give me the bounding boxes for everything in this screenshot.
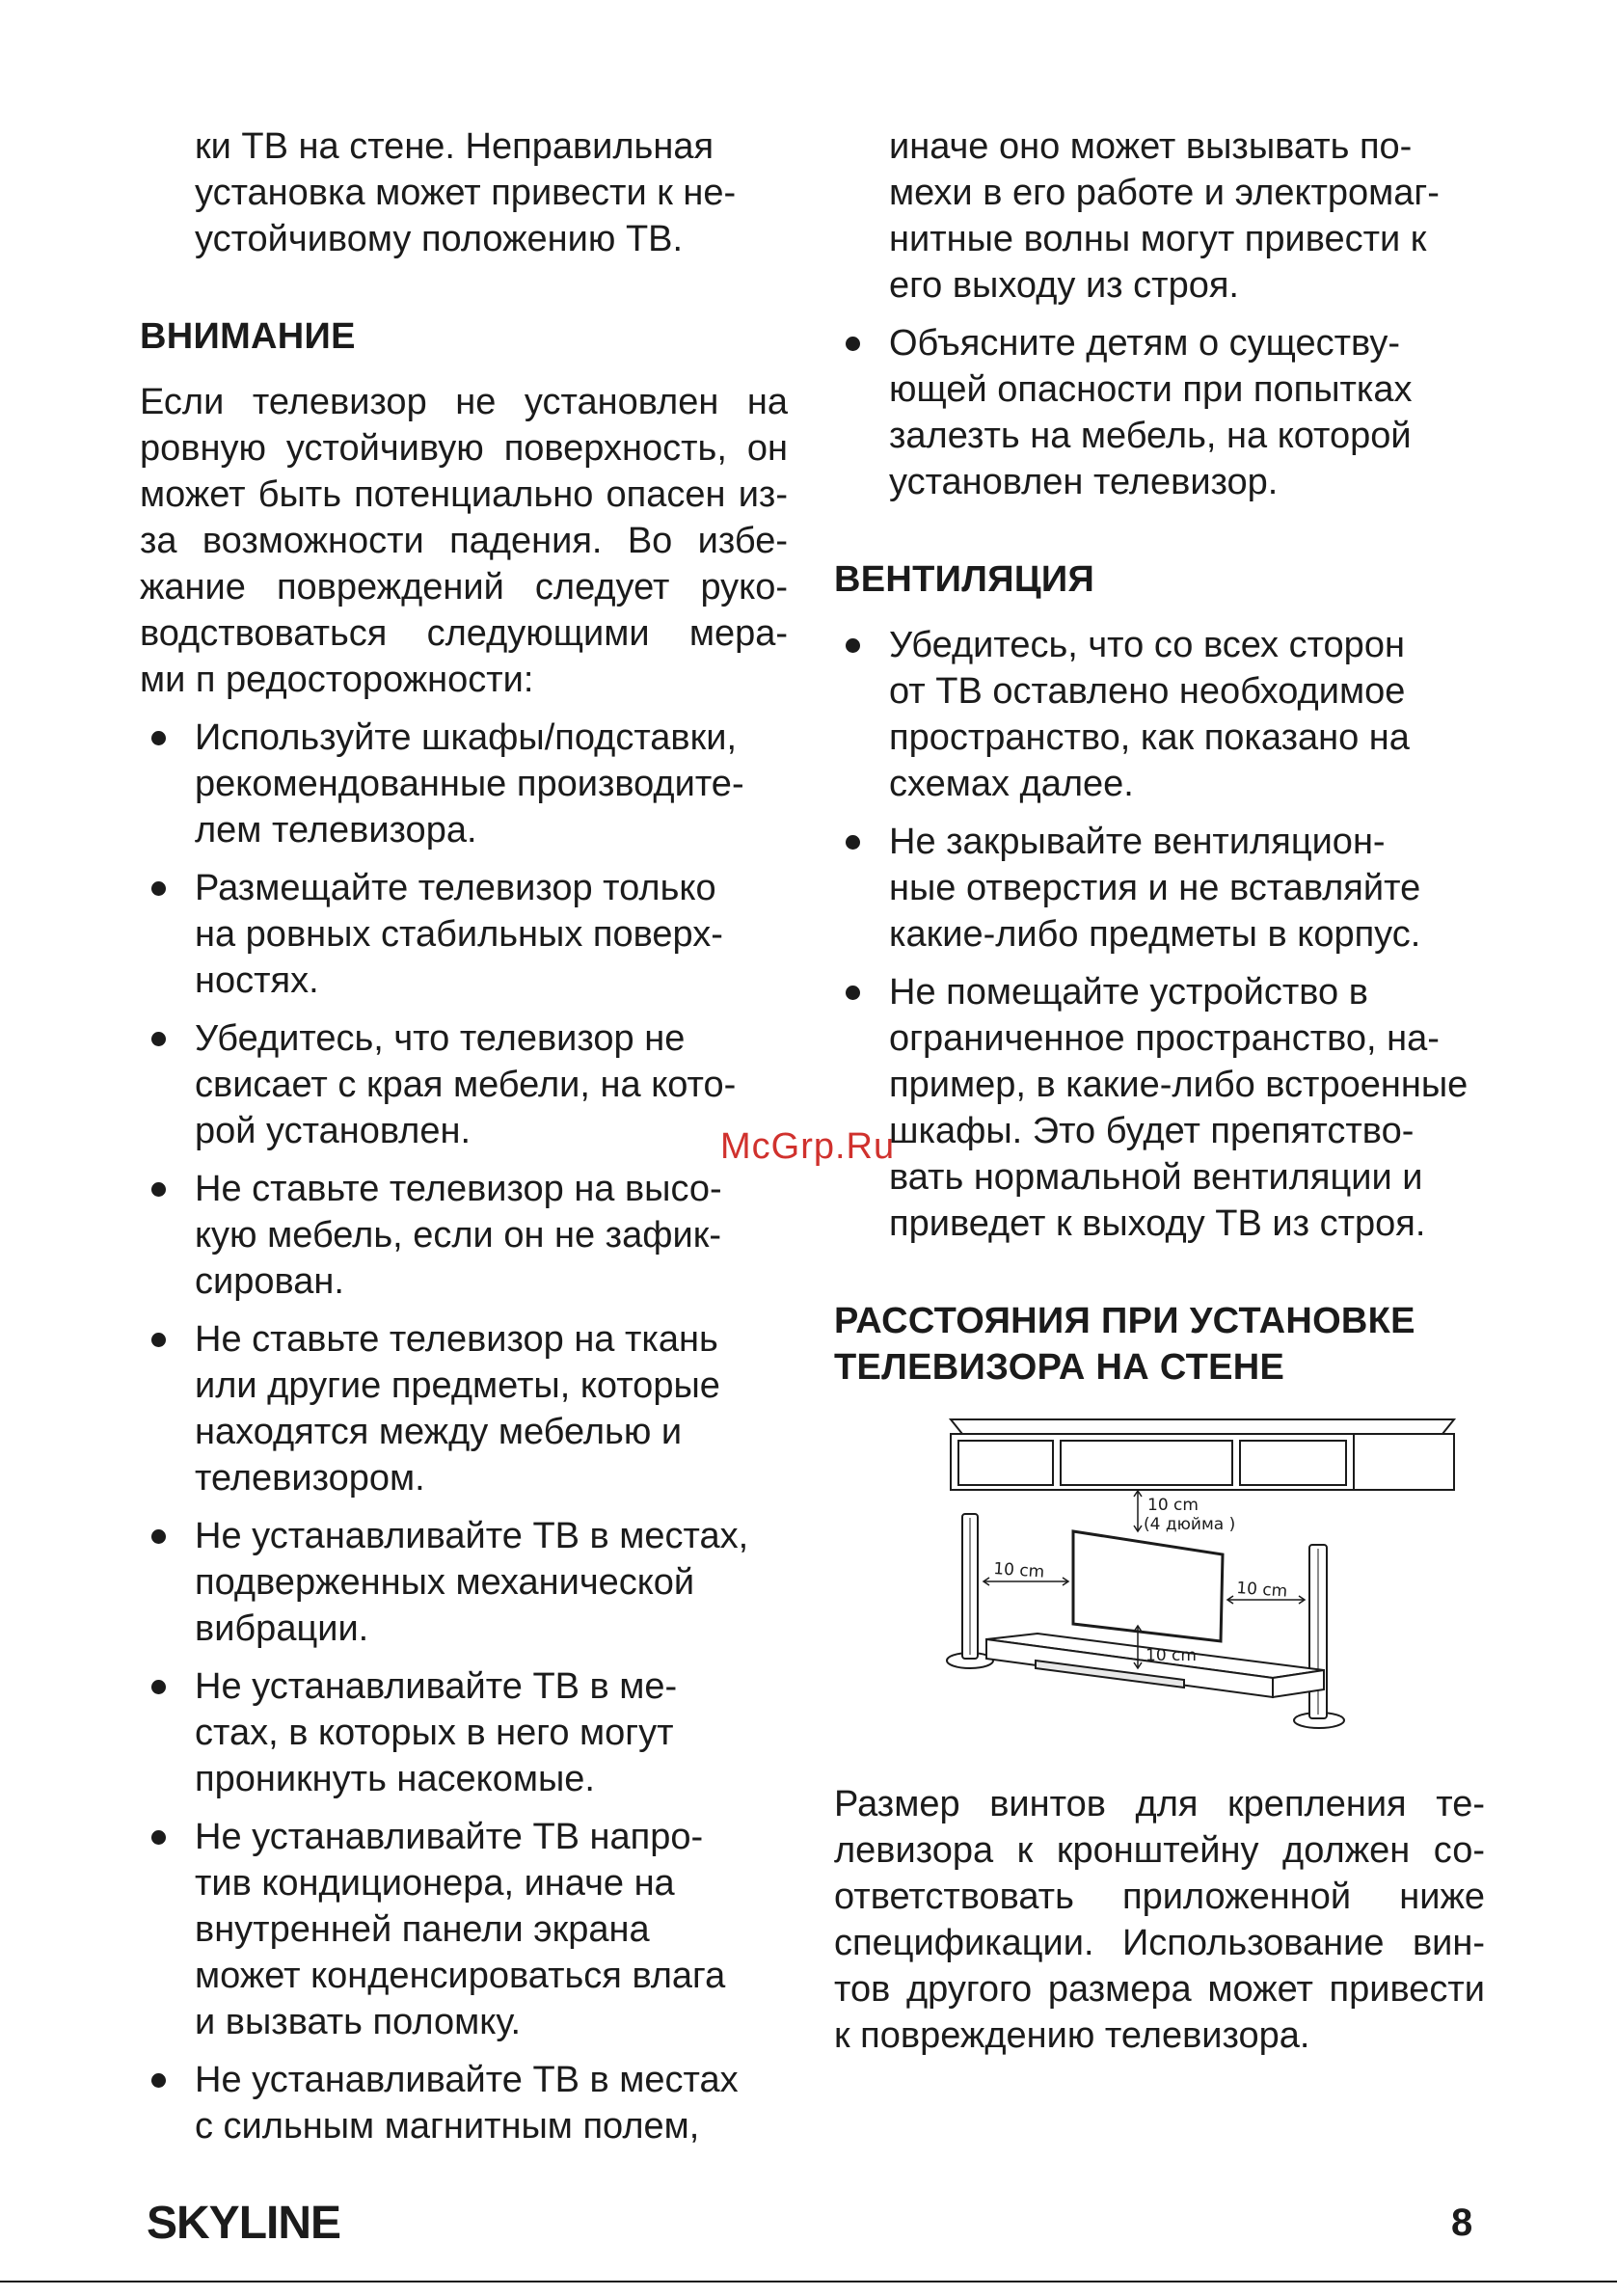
- bullet-text-line: кую мебель, если он не зафик-: [195, 1215, 722, 1256]
- bullet-text-line: сирован.: [195, 1261, 344, 1302]
- bullet-text-line: ные отверстия и не вставляйте: [889, 868, 1421, 908]
- bullet-item: [834, 320, 1485, 505]
- text-line: водствоваться следующими мера-: [140, 613, 788, 654]
- bullet-text-line: Не устанавливайте ТВ напро-: [195, 1817, 704, 1857]
- left-distance-label: 10 cm: [992, 1559, 1045, 1582]
- bullet-text-line: схемах далее.: [889, 764, 1134, 804]
- bullet-dot-icon: [151, 1032, 166, 1046]
- bullet-text-line: Не помещайте устройство в: [889, 972, 1368, 1013]
- bullet-text-line: ностях.: [195, 960, 319, 1001]
- bullet-text-line: на ровных стабильных поверх-: [195, 914, 723, 955]
- attention-paragraph: [140, 379, 788, 703]
- heading-line: РАССТОЯНИЯ ПРИ УСТАНОВКЕ: [834, 1301, 1415, 1341]
- bullet-text-line: и вызвать поломку.: [195, 2002, 522, 2042]
- text-line: Размер винтов для крепления те-: [834, 1784, 1485, 1824]
- text-line: Если телевизор не установлен на: [140, 382, 788, 422]
- attention-bullet-list: [140, 715, 788, 2149]
- bullet-text-line: пример, в какие-либо встроенные: [889, 1065, 1469, 1105]
- text-line: мехи в его работе и электромаг-: [889, 173, 1440, 213]
- top-distance-label: 10 cm: [1147, 1496, 1199, 1515]
- ventilation-bullet-list: [834, 622, 1485, 1247]
- text-line: может быть потенциально опасен из-: [140, 474, 788, 515]
- bullet-item: [140, 1814, 788, 2045]
- closing-paragraph: [834, 1781, 1485, 2059]
- bullet-dot-icon: [846, 638, 860, 653]
- footer-rule: [0, 2281, 1617, 2282]
- bullet-text-line: Не устанавливайте ТВ в местах: [195, 2060, 739, 2100]
- bullet-item: [834, 969, 1485, 1247]
- brand-logo: SKYLINE: [147, 2198, 341, 2249]
- bullet-dot-icon: [846, 337, 860, 351]
- bullet-text-line: находятся между мебелью и: [195, 1412, 683, 1452]
- intro-text: [140, 123, 788, 262]
- bullet-text-line: стах, в которых в него могут: [195, 1713, 674, 1753]
- bottom-distance-label: 10 cm: [1145, 1646, 1197, 1665]
- bullet-item: [140, 715, 788, 853]
- text-line: жание повреждений следует руко-: [140, 567, 788, 608]
- tv-screen: [1073, 1531, 1223, 1641]
- text-line: ми п редосторожности:: [140, 660, 534, 700]
- right-speaker: [1294, 1545, 1344, 1728]
- children-bullet-list: [834, 320, 1485, 505]
- bullet-text-line: тив кондиционера, иначе на: [195, 1863, 675, 1904]
- continuation-text: [834, 123, 1485, 309]
- bullet-text-line: Не ставьте телевизор на высо-: [195, 1169, 722, 1209]
- bullet-dot-icon: [151, 1830, 166, 1845]
- page-number: 8: [1451, 2201, 1473, 2244]
- bullet-item: [140, 1316, 788, 1501]
- bullet-text-line: рой установлен.: [195, 1111, 472, 1151]
- right-distance-label: 10 cm: [1235, 1579, 1288, 1602]
- bullet-text-line: установлен телевизор.: [889, 462, 1279, 502]
- bullet-text-line: подверженных механической: [195, 1562, 695, 1603]
- text-line: спецификации. Использование вин-: [834, 1923, 1485, 1963]
- bullet-dot-icon: [151, 1680, 166, 1694]
- bullet-text-line: свисает с края мебели, на кото-: [195, 1065, 737, 1105]
- bullet-text-line: ющей опасности при попытках: [889, 369, 1413, 410]
- right-column: [834, 123, 1485, 1391]
- text-line: нитные волны могут привести к: [889, 219, 1427, 259]
- heading-line: ТЕЛЕВИЗОРА НА СТЕНЕ: [834, 1347, 1285, 1388]
- bullet-text-line: лем телевизора.: [195, 810, 477, 851]
- text-line: к повреждению телевизора.: [834, 2015, 1310, 2056]
- tv-stand: [986, 1634, 1324, 1697]
- bullet-text-line: Используйте шкафы/подставки,: [195, 717, 738, 758]
- text-line: ровную устойчивую поверхность, он: [140, 428, 788, 469]
- bullet-item: [140, 1015, 788, 1154]
- bullet-text-line: проникнуть насекомые.: [195, 1759, 595, 1799]
- text-line: его выходу из строя.: [889, 265, 1239, 306]
- bullet-text-line: вать нормальной вентиляции и: [889, 1157, 1423, 1198]
- heading-distances: [834, 1298, 1485, 1391]
- bullet-dot-icon: [846, 835, 860, 850]
- bullet-text-line: от ТВ оставлено необходимое: [889, 671, 1406, 712]
- text-line: ответствовать приложенной ниже: [834, 1877, 1485, 1917]
- bullet-text-line: Убедитесь, что со всех сторон: [889, 625, 1405, 665]
- bullet-text-line: с сильным магнитным полем,: [195, 2106, 700, 2147]
- bullet-dot-icon: [151, 1182, 166, 1197]
- bullet-text-line: внутренней панели экрана: [195, 1909, 650, 1950]
- left-column: [140, 123, 788, 2161]
- text-line: ки ТВ на стене. Неправильная: [195, 126, 714, 167]
- bullet-text-line: какие-либо предметы в корпус.: [889, 914, 1421, 955]
- heading-ventilation: ВЕНТИЛЯЦИЯ: [834, 559, 1095, 600]
- bullet-text-line: Размещайте телевизор только: [195, 868, 716, 908]
- bullet-text-line: Не устанавливайте ТВ в ме-: [195, 1666, 678, 1707]
- text-line: установка может привести к не-: [195, 173, 737, 213]
- bullet-item: [140, 865, 788, 1004]
- bullet-item: [140, 1166, 788, 1305]
- bullet-text-line: рекомендованные производите-: [195, 764, 744, 804]
- text-line: устойчивому положению ТВ.: [195, 219, 684, 259]
- text-line: за возможности падения. Во избе-: [140, 521, 788, 561]
- bullet-dot-icon: [151, 1529, 166, 1544]
- watermark: McGrp.Ru: [720, 1126, 896, 1167]
- bullet-item: [834, 819, 1485, 958]
- bullet-dot-icon: [151, 881, 166, 896]
- top-distance-inches-label: (4 дюйма ): [1144, 1515, 1236, 1534]
- bullet-text-line: Не ставьте телевизор на ткань: [195, 1319, 718, 1360]
- bullet-text-line: приведет к выходу ТВ из строя.: [889, 1203, 1426, 1244]
- text-line: тов другого размера может привести: [834, 1969, 1485, 2010]
- bullet-text-line: вибрации.: [195, 1608, 369, 1649]
- bullet-text-line: Не устанавливайте ТВ в местах,: [195, 1516, 749, 1556]
- bullet-dot-icon: [151, 731, 166, 745]
- bullet-text-line: залезть на мебель, на которой: [889, 416, 1412, 456]
- tv-mounting-diagram: [914, 1410, 1473, 1738]
- bullet-text-line: Объясните детям о существу-: [889, 323, 1401, 364]
- bullet-text-line: шкафы. Это будет препятство-: [889, 1111, 1415, 1151]
- bullet-item: [140, 1513, 788, 1652]
- bullet-dot-icon: [846, 986, 860, 1000]
- text-line: иначе оно может вызывать по-: [889, 126, 1413, 167]
- bullet-text-line: Не закрывайте вентиляцион-: [889, 822, 1386, 862]
- bullet-text-line: телевизором.: [195, 1458, 425, 1499]
- bullet-dot-icon: [151, 2073, 166, 2088]
- heading-attention: ВНИМАНИЕ: [140, 316, 356, 357]
- bullet-text-line: пространство, как показано на: [889, 717, 1410, 758]
- bullet-text-line: Убедитесь, что телевизор не: [195, 1018, 686, 1059]
- bullet-item: [834, 622, 1485, 807]
- bullet-dot-icon: [151, 1333, 166, 1347]
- bullet-text-line: ограниченное пространство, на-: [889, 1018, 1440, 1059]
- wall-shelf-unit: [951, 1419, 1454, 1490]
- text-line: левизора к кронштейну должен со-: [834, 1830, 1485, 1871]
- bullet-text-line: или другие предметы, которые: [195, 1365, 720, 1406]
- bullet-text-line: может конденсироваться влага: [195, 1956, 726, 1996]
- bullet-item: [140, 1663, 788, 1802]
- bullet-item: [140, 2057, 788, 2149]
